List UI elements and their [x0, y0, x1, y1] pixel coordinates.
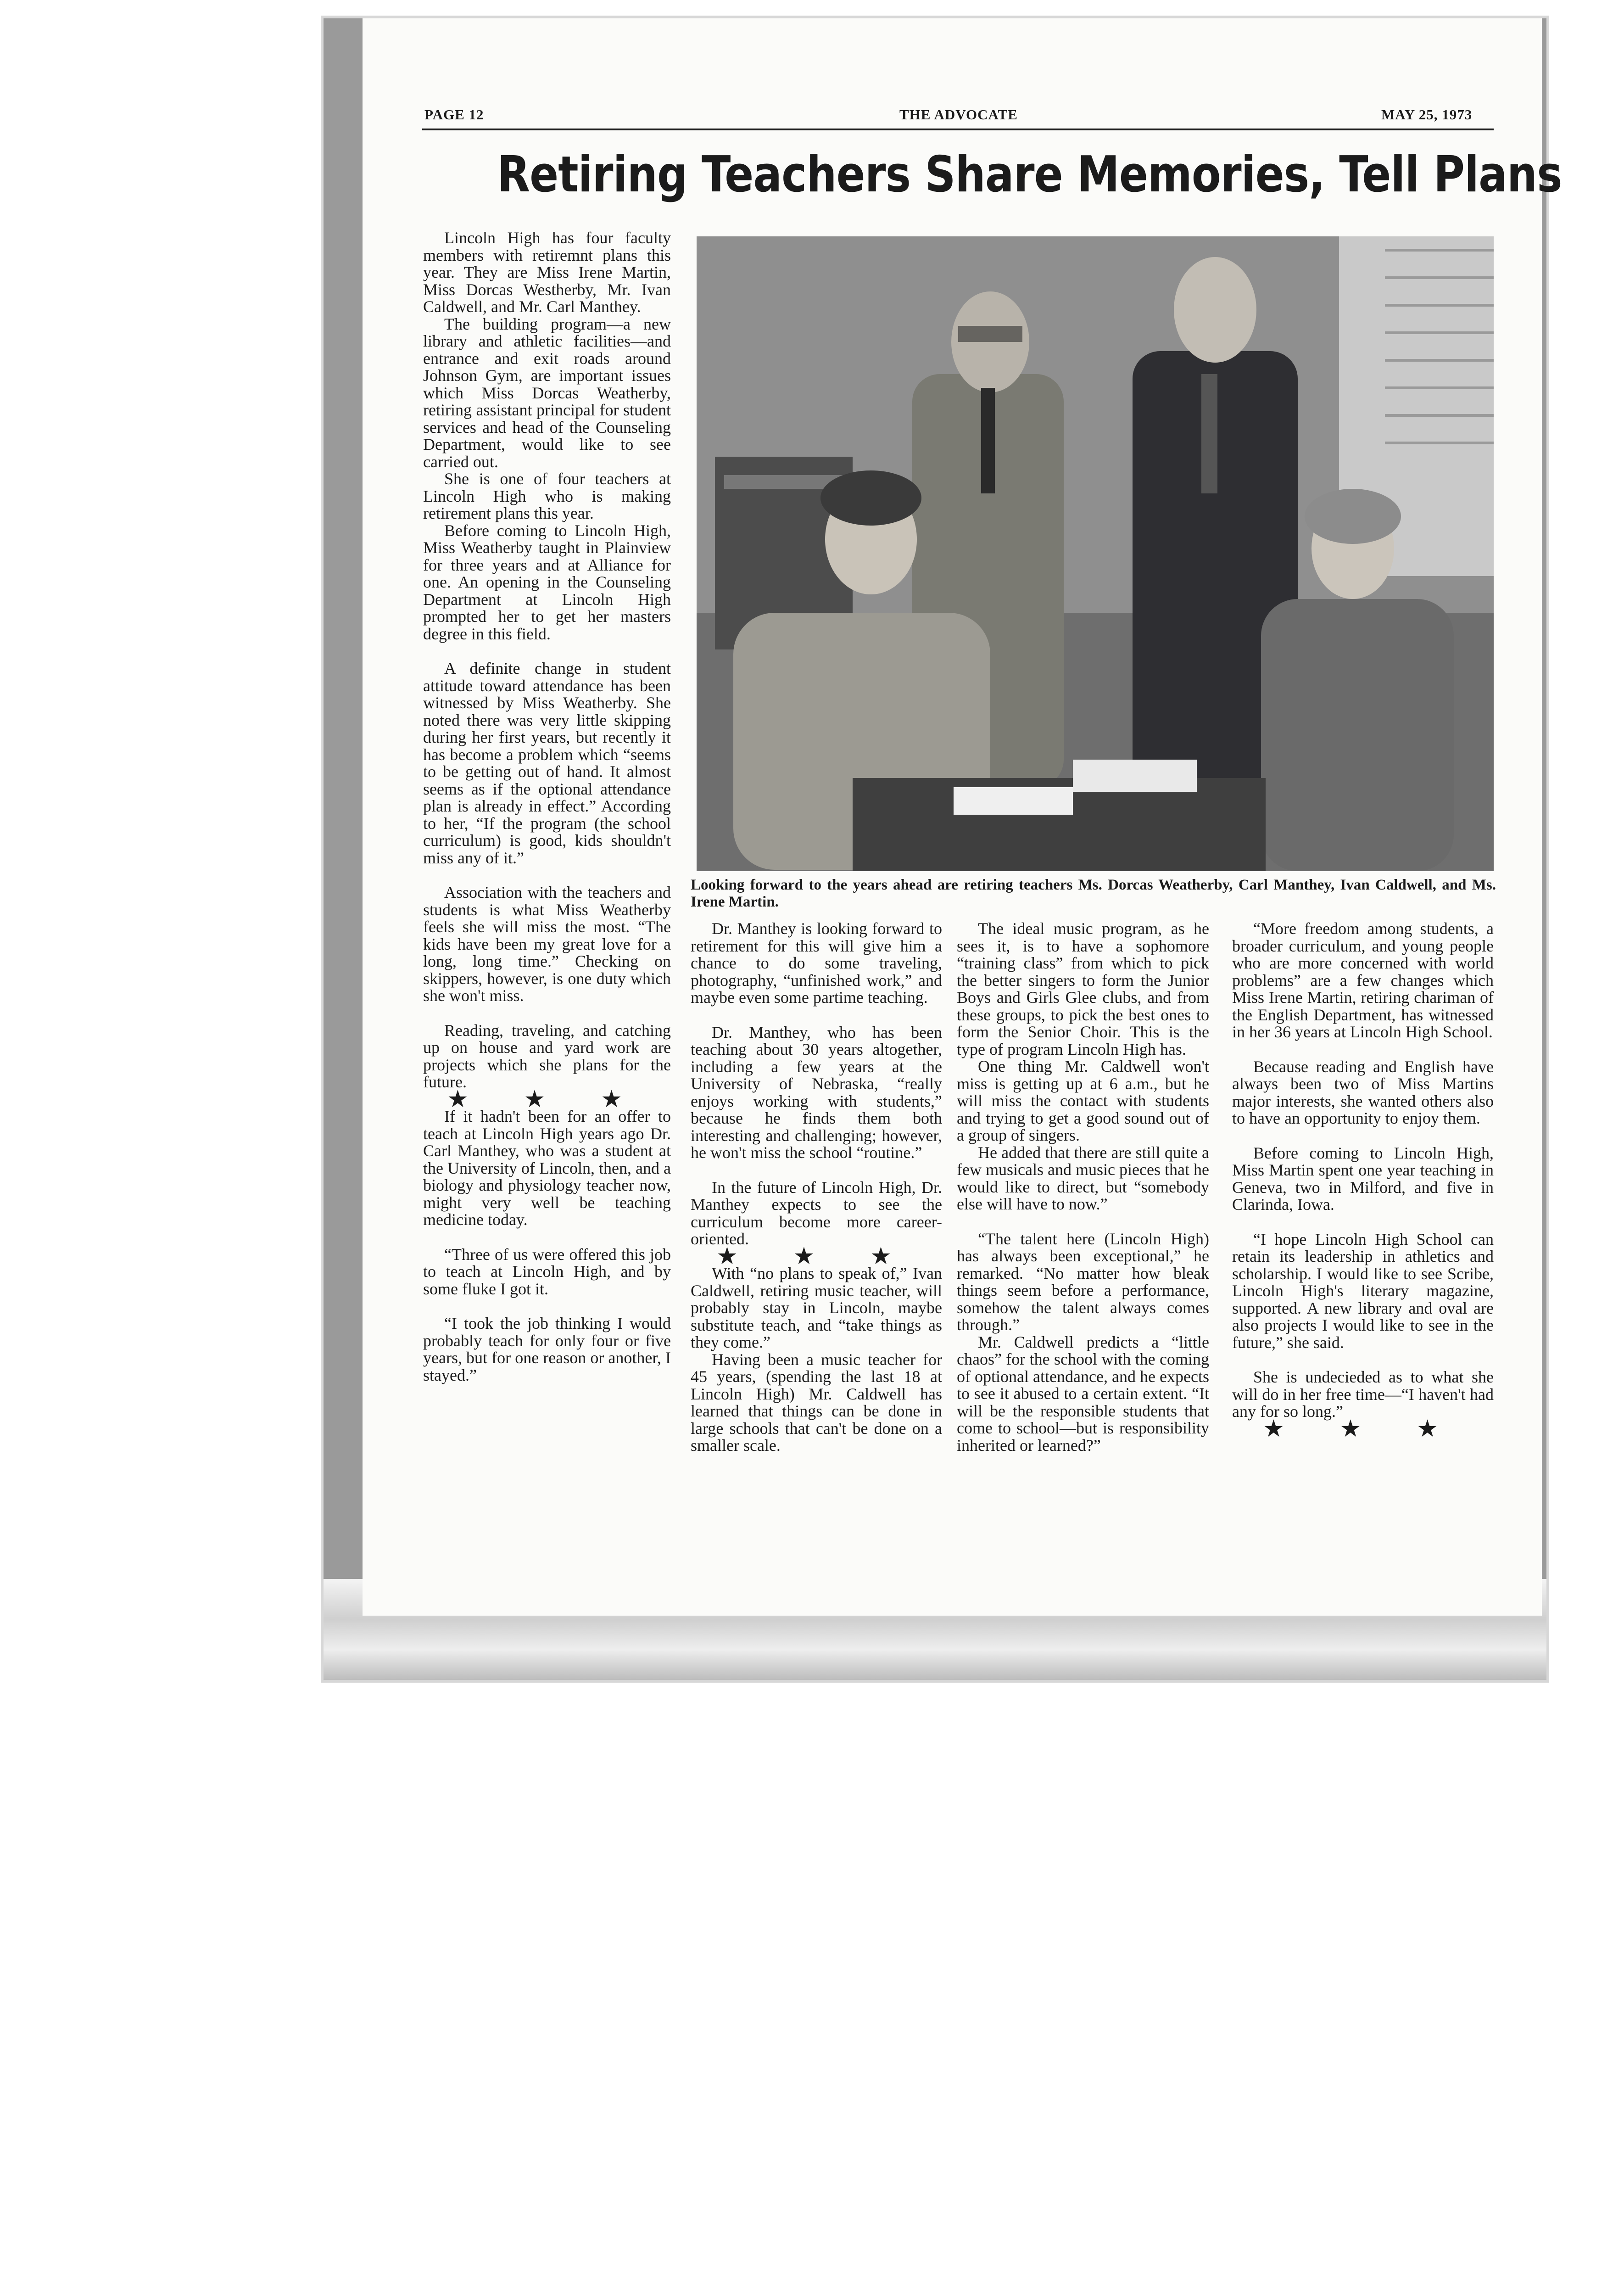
- paragraph: Lincoln High has four faculty members with retiremnt plans this year. They are Miss Irene Martin, Miss Dorcas Westherby, Mr. Ivan Caldwell, and Mr. Carl Manthey.: [423, 229, 671, 316]
- section-divider-stars: ★ ★ ★: [1263, 1416, 1463, 1442]
- paragraph: One thing Mr. Caldwell won't miss is getting up at 6 a.m., but he will miss the contact with students and trying to get a good sound out of a group of singers.: [957, 1057, 1209, 1144]
- paragraph: Having been a music teacher for 45 years, (spending the last 18 at Lincoln High) Mr. Caldwell has learned that things can be done in large schools that can't be done on a smaller scale.: [691, 1350, 942, 1455]
- issue-date: MAY 25, 1973: [1381, 106, 1473, 123]
- headline: Retiring Teachers Share Memories, Tell Plans: [497, 146, 1562, 203]
- paragraph: Dr. Manthey, who has been teaching about 30 years altogether, including a few years at the University of Nebraska, “really enjoys working with students,” because he finds them both interesting and challenging; however, he won't miss the school “routine.”: [691, 1023, 942, 1162]
- teachers-photo: [697, 236, 1494, 871]
- paragraph: Association with the teachers and students is what Miss Weatherby feels she will miss the most. “The kids have been my great love for a long, long time.” Checking on skippers, however, is one duty which she won't miss.: [423, 883, 671, 1005]
- paragraph: “I hope Lincoln High School can retain its leadership in athletics and scholarship. I would like to see Scribe, Lincoln High's literary magazine, supported. A new library and oval are also projects I would like to see in the future,” she said.: [1232, 1230, 1494, 1352]
- page-number: PAGE 12: [424, 106, 484, 123]
- paragraph: “I took the job thinking I would probably teach for only four or five years, but for one reason or another, I stayed.”: [423, 1314, 671, 1384]
- paragraph: “The talent here (Lincoln High) has always been exceptional,” he remarked. “No matter how bleak things seem before a performance, somehow the talent always comes through.”: [957, 1229, 1209, 1334]
- section-divider-stars: ★ ★ ★: [447, 1086, 647, 1113]
- article-column-3: [957, 920, 1209, 1454]
- header-rule: [422, 129, 1494, 130]
- publication-name: THE ADVOCATE: [899, 106, 1018, 123]
- paragraph: If it hadn't been for an offer to teach at Lincoln High years ago Dr. Carl Manthey, who was a student at the University of Lincoln, then, and a biology and physiology teacher now, might very well be teaching medicine today.: [423, 1107, 671, 1229]
- paragraph: She is one of four teachers at Lincoln High who is making retirement plans this year.: [423, 470, 671, 522]
- paragraph: “Three of us were offered this job to teach at Lincoln High, and by some fluke I got it.: [423, 1245, 671, 1298]
- paragraph: Reading, traveling, and catching up on house and yard work are projects which she plans for the future.: [423, 1021, 671, 1091]
- section-divider-stars: ★ ★ ★: [716, 1243, 916, 1270]
- paragraph: In the future of Lincoln High, Dr. Manthey expects to see the curriculum become more career-oriented.: [691, 1178, 942, 1248]
- article-column-2: [691, 920, 942, 1455]
- article-column-4: [1232, 919, 1494, 1442]
- paragraph: He added that there are still quite a few musicals and music pieces that he would like to direct, but “somebody else will have to now.”: [957, 1143, 1209, 1213]
- paragraph: With “no plans to speak of,” Ivan Caldwell, retiring music teacher, will probably stay in Lincoln, maybe substitute teach, and “take things as they come.”: [691, 1264, 942, 1351]
- paragraph: The building program—a new library and athletic facilities—and entrance and exit roads around Johnson Gym, are important issues which Miss Dorcas Weatherby, retiring assistant principal for student services and head of the Counseling Department, would like to see carried out.: [423, 314, 671, 471]
- paragraph: Mr. Caldwell predicts a “little chaos” for the school with the coming of optional attendance, and he expects to see it abused to a certain extent. “It will be the responsible students that come to school—but is responsibility inherited or learned?”: [957, 1332, 1209, 1455]
- paragraph: Before coming to Lincoln High, Miss Martin spent one year teaching in Geneva, two in Milford, and five in Clarinda, Iowa.: [1232, 1143, 1494, 1214]
- paragraph: The ideal music program, as he sees it, is to have a sophomore “training class” from which to pick the better singers to form the Junior Boys and Girls Glee clubs, and from these groups, to pick the best ones to form the Senior Choir. This is the type of program Lincoln High has.: [957, 919, 1209, 1058]
- paragraph: “More freedom among students, a broader curriculum, and young people who are more concerned with world problems” are a few changes which Miss Irene Martin, retiring chariman of the English Department, has witnessed in her 36 years at Lincoln High School.: [1232, 919, 1494, 1041]
- photo-illustration: [697, 236, 1494, 871]
- article-column-1: [423, 229, 671, 1384]
- photo-caption: Looking forward to the years ahead are retiring teachers Ms. Dorcas Weatherby, Carl Manthey, Ivan Caldwell, and Ms. Irene Martin.: [691, 877, 1496, 910]
- paragraph: A definite change in student attitude toward attendance has been witnessed by Miss Weatherby. She noted there was very little skipping during her first years, but recently it has become a problem which “seems to be getting out of hand. It almost seems as if the optional attendance plan is already in effect.” According to her, “If the program (the school curriculum) is good, kids shouldn't miss any of it.”: [423, 659, 671, 867]
- paragraph: She is undecieded as to what she will do in her free time—“I haven't had any for so long.”: [1232, 1368, 1494, 1421]
- paragraph: Dr. Manthey is looking forward to retirement for this will give him a chance to do some traveling, photography, “unfinished work,” and maybe even some partime teaching.: [691, 919, 942, 1007]
- paragraph: Because reading and English have always been two of Miss Martins major interests, she wanted others also to have an opportunity to enjoy them.: [1232, 1057, 1494, 1127]
- paragraph: Before coming to Lincoln High, Miss Weatherby taught in Plainview for three years and at Alliance for one. An opening in the Counseling Department at Lincoln High prompted her to get her masters degree in this field.: [423, 521, 671, 643]
